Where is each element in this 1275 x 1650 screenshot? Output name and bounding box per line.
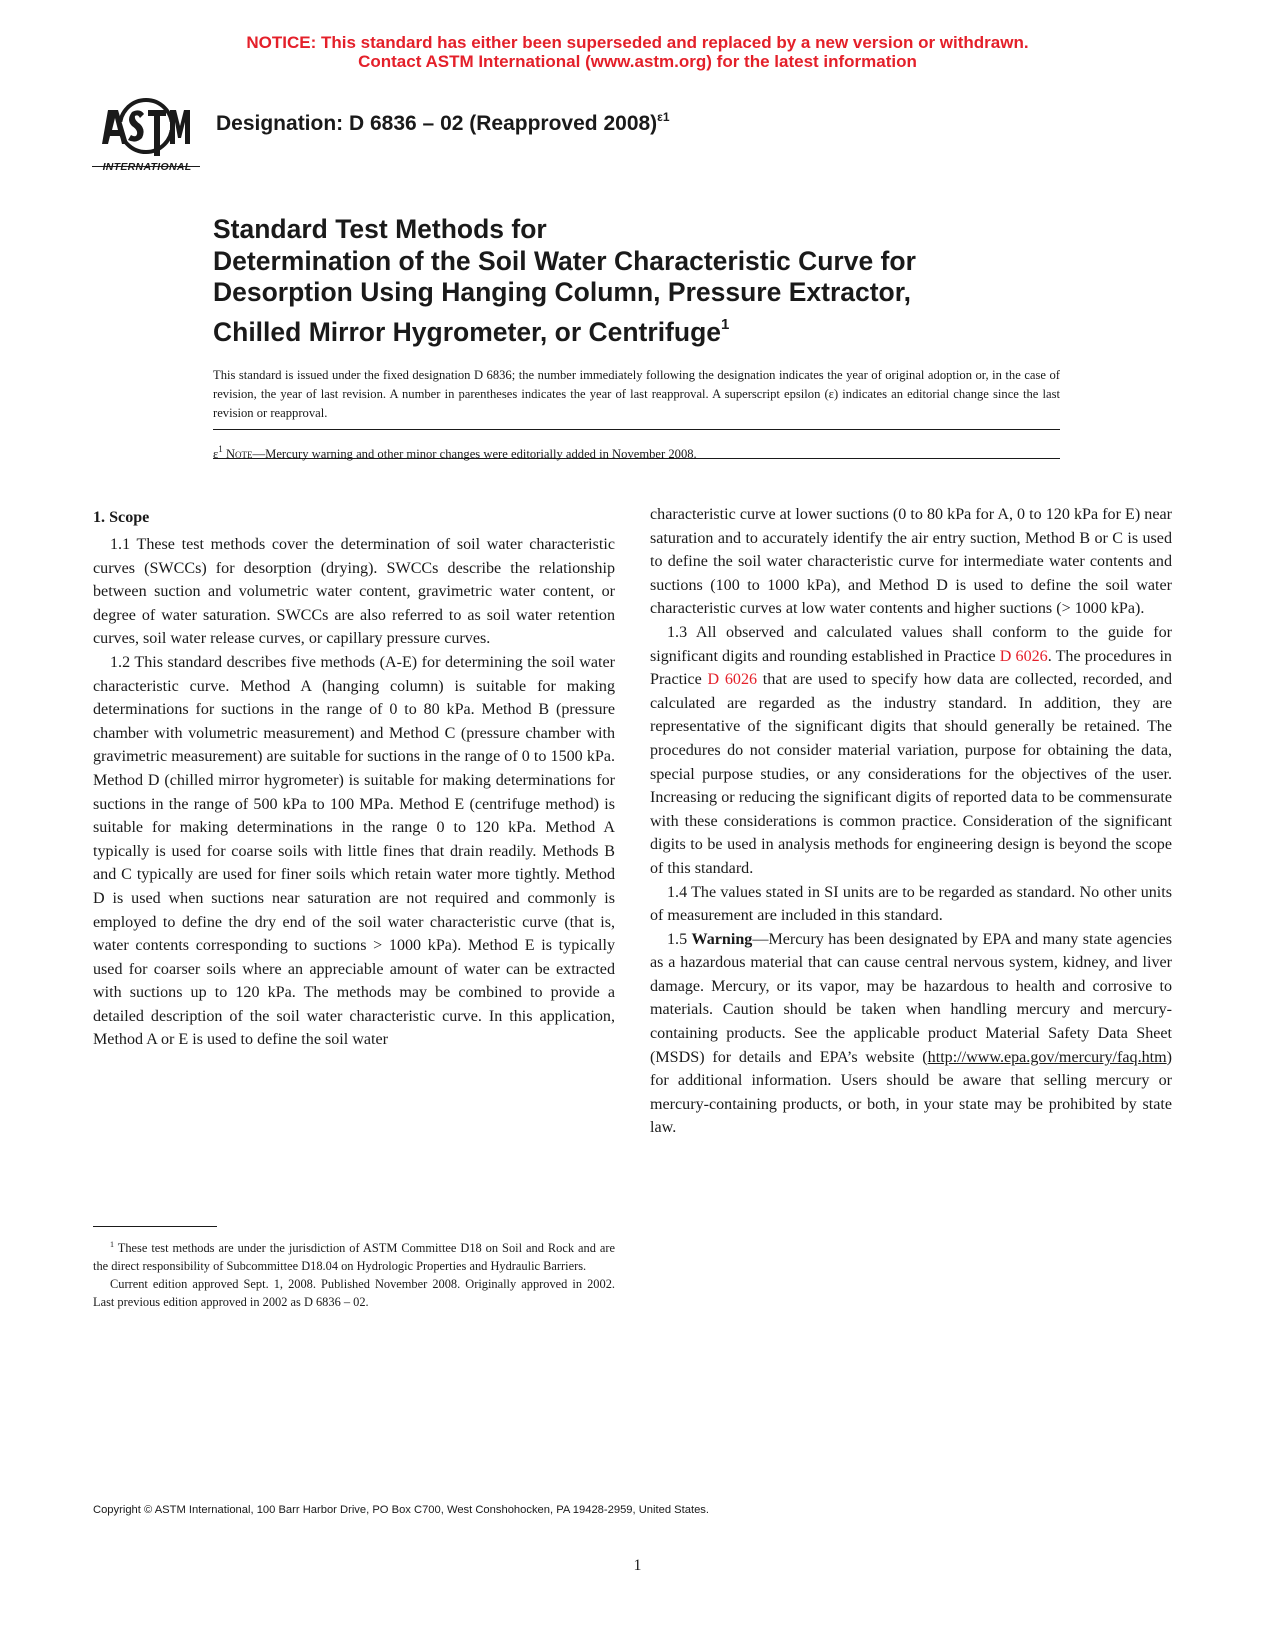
paragraph-1-5 <box>650 928 1172 1140</box>
footnote-divider <box>93 1226 217 1227</box>
paragraph-1-3-text-c: that are used to specify how data are collected, recorded, and calculated are regarded as the industry standard. In addition, they are representative of the significant digits that should generally be retained. The procedures do not consider material variation, purpose for obtaining the data, special purpose studies, or any considerations for the objectives of the user. Increasing or reducing the significant digits of reported data to be commensurate with these considerations is common practice. Consideration of the significant digits to be used in analysis methods for engineering design is beyond the scope of this standard. <box>650 671 1172 877</box>
epa-mercury-link[interactable]: http://www.epa.gov/mercury/faq.htm <box>927 1048 1167 1066</box>
left-column <box>93 506 615 1052</box>
footnote-1-marker: 1 <box>110 1240 114 1249</box>
paragraph-1-3 <box>650 621 1172 881</box>
right-column <box>650 503 1172 1140</box>
paragraph-1-1: 1.1 These test methods cover the determination of soil water characteristic curves (SWCCs) for desorption (drying). SWCCs describe the relationship between suction and volumetric water content, gravimetric water content, or degree of water saturation. SWCCs are also referred to as soil water retention curves, soil water release curves, or capillary pressure curves. <box>93 536 615 648</box>
title-line-3: Desorption Using Hanging Column, Pressure Extractor, <box>213 277 911 307</box>
withdrawal-notice <box>0 33 1275 71</box>
issuance-statement: This standard is issued under the fixed designation D 6836; the number immediately following the designation indicates the year of original adoption or, in the case of revision, the year of last revision. A number in parentheses indicates the year of last reapproval. A superscript epsilon (ε) indicates an editorial change since the last revision or reapproval. <box>213 368 1060 420</box>
footnotes <box>93 1236 615 1311</box>
link-d6026-first[interactable]: D 6026 <box>999 647 1048 665</box>
warning-label: Warning <box>691 930 753 948</box>
paragraph-1-3-text-b: . The procedures in Practice <box>650 647 1172 689</box>
title-footnote-ref: 1 <box>721 315 730 333</box>
divider-top <box>213 429 1060 430</box>
note-label: Note <box>225 447 253 461</box>
title-line-4-text: Chilled Mirror Hygrometer, or Centrifuge <box>213 316 721 347</box>
divider-bottom <box>213 458 1060 459</box>
editorial-note <box>213 440 1060 463</box>
title-line-2: Determination of the Soil Water Characteristic Curve for <box>213 245 916 276</box>
paragraph-1-4: 1.4 The values stated in SI units are to be regarded as standard. No other units of measurement are included in this standard. <box>650 883 1172 925</box>
paragraph-1-5-number: 1.5 <box>667 930 688 948</box>
title-line-4 <box>213 309 1113 349</box>
designation-epsilon: ε1 <box>657 110 670 124</box>
section-heading-scope: 1. Scope <box>93 509 150 526</box>
title-line-1: Standard Test Methods for <box>213 214 547 244</box>
paragraph-1-5-text-b: ) for additional information. Users should be aware that selling mercury or mercury-containing products, or both, in your state may be prohibited by state law. <box>650 1048 1172 1137</box>
paragraph-1-2: 1.2 This standard describes five methods (A-E) for determining the soil water characteristic curve. Method A (hanging column) is suitable for making determinations for suctions in the range of 0 to 80 kPa. Method B (pressure chamber with volumetric measurement) and Method C (pressure chamber with gravimetric measurement) are suitable for suctions in the range of 0 to 1500 kPa. Method D (chilled mirror hygrometer) is suitable for making determinations for suctions in the range of 500 kPa to 100 MPa. Method E (centrifuge method) is suitable for making determinations in the range 0 to 120 kPa. Method A typically is used for coarse soils with little fines that drain readily. Methods B and C typically are used for finer soils which retain water more tightly. Method D is used when suctions near saturation are not required and commonly is employed to define the dry end of the soil water characteristic curve (that is, water contents corresponding to suctions > 1000 kPa). Method E is typically used for coarser soils where an appreciable amount of water can be extracted with suctions up to 120 kPa. The methods may be combined to provide a detailed description of the soil water characteristic curve. In this application, Method A or E is used to define the soil water <box>93 653 615 1049</box>
notice-line-1: NOTICE: This standard has either been superseded and replaced by a new version or withdrawn. <box>246 33 1029 52</box>
paragraph-1-2-continued: characteristic curve at lower suctions (0 to 80 kPa for A, 0 to 120 kPa for E) near saturation and to accurately identify the air entry suction, Method B or C is used to define the soil water characteristic curve for intermediate water contents and suctions (100 to 1000 kPa), and Method D is used to define the soil water characteristic curves at low water contents and higher suctions (> 1000 kPa). <box>650 506 1172 618</box>
note-epsilon-sup: 1 <box>218 444 223 454</box>
note-epsilon: ε <box>213 447 219 461</box>
footnote-1-text: These test methods are under the jurisdiction of ASTM Committee D18 on Soil and Rock and are the direct responsibility of Subcommittee D18.04 on Hydrologic Properties and Hydraulic Barriers. <box>93 1241 615 1273</box>
designation-text: Designation: D 6836 – 02 (Reapproved 2008) <box>216 112 658 135</box>
note-text: —Mercury warning and other minor changes were editorially added in November 2008. <box>252 447 697 461</box>
designation <box>216 110 670 136</box>
copyright-notice: Copyright © ASTM International, 100 Barr Harbor Drive, PO Box C700, West Conshohocken, PA 19428-2959, United States. <box>93 1504 709 1516</box>
paragraph-1-5-text-a: —Mercury has been designated by EPA and many state agencies as a hazardous material that can cause central nervous system, kidney, and liver damage. Mercury, or its vapor, may be hazardous to health and corrosive to materials. Caution should be taken when handling mercury and mercury-containing products. See the applicable product Material Safety Data Sheet (MSDS) for details and EPA’s website ( <box>650 930 1172 1066</box>
link-d6026-second[interactable]: D 6026 <box>707 671 758 689</box>
footnote-1 <box>93 1236 615 1275</box>
page-number: 1 <box>633 1557 642 1574</box>
notice-line-2: Contact ASTM International (www.astm.org) for the latest information <box>358 52 917 71</box>
paragraph-1-3-text-a: 1.3 All observed and calculated values shall conform to the guide for significant digits and rounding established in Practice <box>650 623 1172 665</box>
document-title <box>213 214 1113 348</box>
footnote-edition: Current edition approved Sept. 1, 2008. Published November 2008. Originally approved in 2002. Last previous edition approved in 2002 as D 6836 – 02. <box>93 1277 615 1309</box>
logo-caption: INTERNATIONAL <box>102 161 192 173</box>
